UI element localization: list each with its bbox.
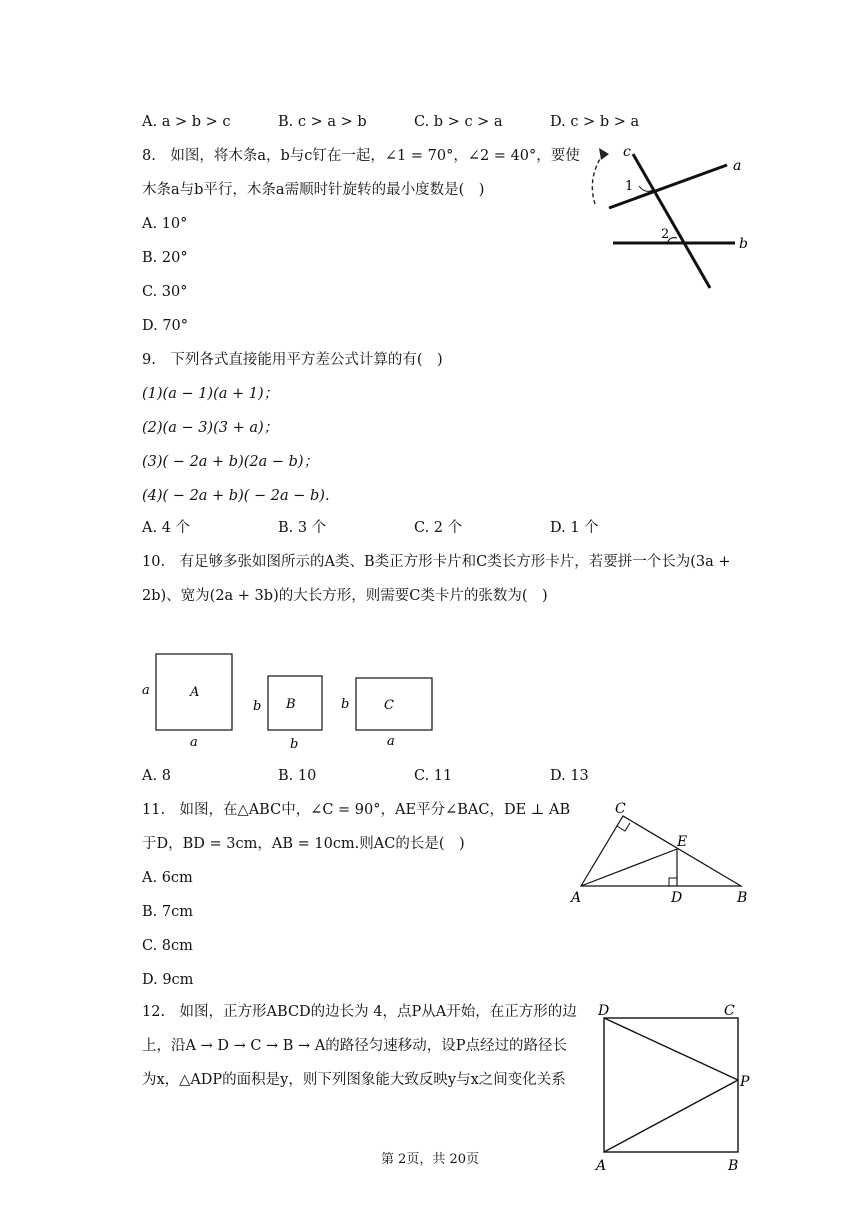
- q11-option-d: D. 9cm: [142, 972, 194, 988]
- label-angle2: 2: [661, 227, 670, 242]
- q7-option-d: D. c > b > a: [550, 114, 640, 130]
- q8-option-c: C. 30°: [142, 284, 188, 300]
- q9-stem: 9. 下列各式直接能用平方差公式计算的有( ): [142, 352, 443, 368]
- q8-option-d: D. 70°: [142, 318, 189, 334]
- q10-option-a: A. 8: [142, 768, 171, 784]
- q11-option-b: B. 7cm: [142, 904, 193, 920]
- card-a-side: a: [142, 683, 150, 698]
- card-c-side: b: [341, 697, 350, 712]
- q10-cards-figure: [138, 648, 448, 752]
- q11-option-a: A. 6cm: [142, 870, 193, 886]
- segment-dp: [604, 1018, 738, 1080]
- q8-stem-line1: 8. 如图，将木条a，b与c钉在一起，∠1 = 70°，∠2 = 40°，要使: [142, 148, 580, 164]
- label-D: D: [671, 890, 683, 906]
- q9-option-b: B. 3 个: [278, 520, 327, 536]
- q10-stem-line1: 10. 有足够多张如图所示的A类、B类正方形卡片和C类长方形卡片，若要拼一个长为(3a +: [142, 554, 731, 570]
- triangle-abc: [581, 816, 741, 886]
- q12-stem-line1: 12. 如图，正方形ABCD的边长为 4，点P从A开始，在正方形的边: [142, 1004, 577, 1020]
- right-angle-c: [617, 823, 630, 831]
- q9-item-2: (2)(a − 3)(3 + a)；: [142, 420, 279, 436]
- q8-stem-line2: 木条a与b平行，木条a需顺时针旋转的最小度数是( ): [142, 182, 485, 198]
- segment-ap: [604, 1080, 738, 1152]
- q11-triangle-figure: [565, 798, 760, 910]
- label-B: B: [728, 1158, 739, 1174]
- label-E: E: [677, 834, 688, 850]
- label-b: b: [739, 236, 748, 252]
- q12-stem-line2: 上，沿A → D → C → B → A的路径匀速移动，设P点经过的路径长: [142, 1038, 568, 1054]
- q8-option-b: B. 20°: [142, 250, 188, 266]
- q9-item-3: (3)( − 2a + b)(2a − b)；: [142, 454, 319, 470]
- q9-option-d: D. 1 个: [550, 520, 599, 536]
- card-c-name: C: [384, 698, 394, 713]
- label-a: a: [733, 158, 742, 174]
- q9-item-4: (4)( − 2a + b)( − 2a − b).: [142, 488, 330, 504]
- q10-option-d: D. 13: [550, 768, 589, 784]
- q10-option-b: B. 10: [278, 768, 317, 784]
- label-A: A: [596, 1158, 607, 1174]
- card-b-bottom: b: [290, 737, 299, 752]
- card-b-side: b: [253, 699, 262, 714]
- right-angle-d: [669, 878, 677, 886]
- q11-option-c: C. 8cm: [142, 938, 193, 954]
- card-c-bottom: a: [387, 734, 395, 749]
- q8-figure: [575, 140, 760, 300]
- q11-stem-line2: 于D，BD = 3cm，AB = 10cm.则AC的长是( ): [142, 836, 465, 852]
- q7-option-c: C. b > c > a: [414, 114, 503, 130]
- card-a-bottom: a: [190, 735, 198, 750]
- label-D: D: [598, 1003, 610, 1019]
- arrow-head-icon: [599, 148, 609, 160]
- q10-stem-line2: 2b)、宽为(2a + 3b)的大长方形，则需要C类卡片的张数为( ): [142, 588, 548, 604]
- label-A: A: [571, 890, 582, 906]
- page-footer: 第 2页，共 20页: [380, 1152, 480, 1167]
- card-c: [356, 678, 432, 730]
- label-angle1: 1: [625, 179, 634, 194]
- q9-option-a: A. 4 个: [142, 520, 191, 536]
- label-c: c: [623, 144, 631, 160]
- q12-stem-line3: 为x，△ADP的面积是y，则下列图象能大致反映y与x之间变化关系: [142, 1072, 566, 1088]
- segment-ae: [581, 849, 677, 886]
- label-B: B: [737, 890, 748, 906]
- label-C: C: [615, 801, 626, 817]
- label-C: C: [724, 1003, 735, 1019]
- card-a-name: A: [190, 685, 200, 700]
- q10-option-c: C. 11: [414, 768, 453, 784]
- square-abcd: [604, 1018, 738, 1152]
- q7-option-a: A. a > b > c: [142, 114, 231, 130]
- rotation-arrow-icon: [592, 154, 603, 204]
- q8-option-a: A. 10°: [142, 216, 188, 232]
- q7-option-b: B. c > a > b: [278, 114, 367, 130]
- card-b-name: B: [286, 697, 296, 712]
- q11-stem-line1: 11. 如图，在△ABC中，∠C = 90°，AE平分∠BAC，DE ⊥ AB: [142, 802, 571, 818]
- q9-option-c: C. 2 个: [414, 520, 463, 536]
- q9-item-1: (1)(a − 1)(a + 1)；: [142, 386, 279, 402]
- label-P: P: [740, 1074, 750, 1090]
